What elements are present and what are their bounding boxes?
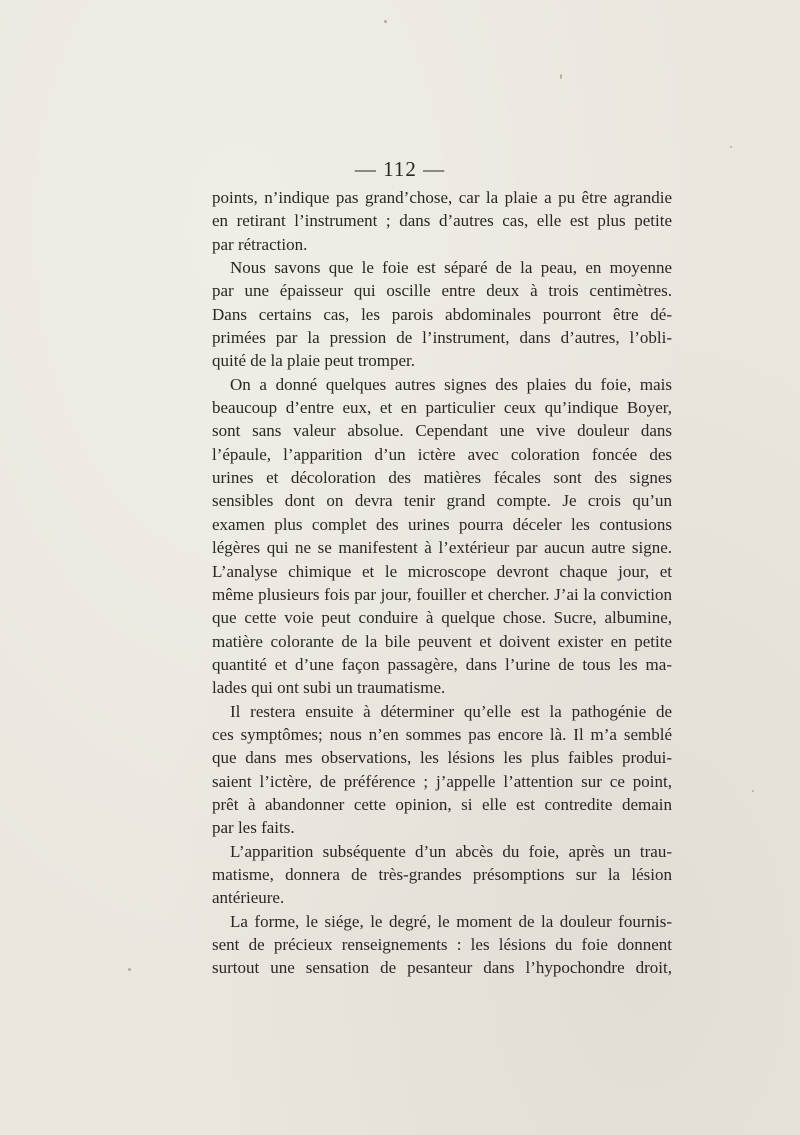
text-line: beaucoup d’entre eux, et en particulier ceux qu’indique Boyer, bbox=[212, 398, 672, 418]
text-line: points, n’indique pas grand’chose, car la plaie a pu être agrandie bbox=[212, 188, 672, 207]
text-line: primées par la pression de l’instrument, dans d’autres, l’obli- bbox=[212, 328, 672, 348]
text-line: que cette voie peut conduire à quelque chose. Sucre, albumine, bbox=[212, 608, 672, 628]
paper-speck bbox=[752, 790, 754, 792]
text-line: La forme, le siége, le degré, le moment de la douleur fournis- bbox=[230, 911, 672, 931]
text-line: antérieure. bbox=[212, 888, 285, 908]
paper-speck bbox=[560, 74, 562, 79]
text-line: que dans mes observations, les lésions les plus faibles produi- bbox=[212, 748, 672, 768]
text-line: urines et décoloration des matières fécales sont des signes bbox=[212, 468, 672, 488]
text-line: ces symptômes; nous n’en sommes pas encore là. Il m’a semblé bbox=[212, 724, 672, 744]
text-line: légères qui ne se manifestent à l’extérieur par aucun autre signe. bbox=[212, 538, 672, 558]
paper-speck bbox=[128, 968, 131, 971]
text-line: sent de précieux renseignements : les lésions du foie donnent bbox=[212, 935, 672, 954]
text-line: par les faits. bbox=[212, 818, 295, 838]
text-line: Dans certains cas, les parois abdominales pourront être dé- bbox=[212, 304, 672, 324]
text-line: sensibles dont on devra tenir grand compte. Je crois qu’un bbox=[212, 491, 672, 511]
text-line: même plusieurs fois par jour, fouiller et chercher. J’ai la conviction bbox=[212, 584, 672, 604]
text-line: quité de la plaie peut tromper. bbox=[212, 351, 415, 371]
text-line: L’apparition subséquente d’un abcès du foie, après un trau- bbox=[230, 841, 672, 861]
text-line: quantité et d’une façon passagère, dans l’urine de tous les ma- bbox=[212, 654, 672, 674]
text-line: Il restera ensuite à déterminer qu’elle est la pathogénie de bbox=[230, 701, 672, 721]
text-line: sont sans valeur absolue. Cependant une vive douleur dans bbox=[212, 421, 672, 441]
text-line: Nous savons que le foie est séparé de la peau, en moyenne bbox=[230, 258, 672, 278]
text-line: On a donné quelques autres signes des plaies du foie, mais bbox=[230, 374, 672, 394]
text-line: en retirant l’instrument ; dans d’autres cas, elle est plus petite bbox=[212, 211, 672, 231]
paper-speck bbox=[730, 146, 732, 148]
text-line: par une épaisseur qui oscille entre deux à trois centimètres. bbox=[212, 281, 672, 301]
text-line: matisme, donnera de très-grandes présomptions sur la lésion bbox=[212, 864, 672, 884]
text-line: par rétraction. bbox=[212, 234, 308, 254]
text-line: l’épaule, l’apparition d’un ictère avec coloration foncée des bbox=[212, 444, 672, 464]
text-line: prêt à abandonner cette opinion, si elle est contredite demain bbox=[212, 794, 672, 814]
paper-speck bbox=[384, 20, 387, 23]
text-line: examen plus complet des urines pourra déceler les contusions bbox=[212, 514, 672, 534]
text-line: matière colorante de la bile peuvent et doivent exister en petite bbox=[212, 631, 672, 651]
text-line: lades qui ont subi un traumatisme. bbox=[212, 678, 446, 698]
page-number: — 112 — bbox=[354, 157, 446, 181]
body-text bbox=[212, 186, 672, 980]
text-line: saient l’ictère, de préférence ; j’appelle l’attention sur ce point, bbox=[212, 771, 672, 791]
text-line: surtout une sensation de pesanteur dans l’hypochondre droit, bbox=[212, 958, 672, 978]
text-line: L’analyse chimique et le microscope devront chaque jour, et bbox=[212, 561, 672, 581]
